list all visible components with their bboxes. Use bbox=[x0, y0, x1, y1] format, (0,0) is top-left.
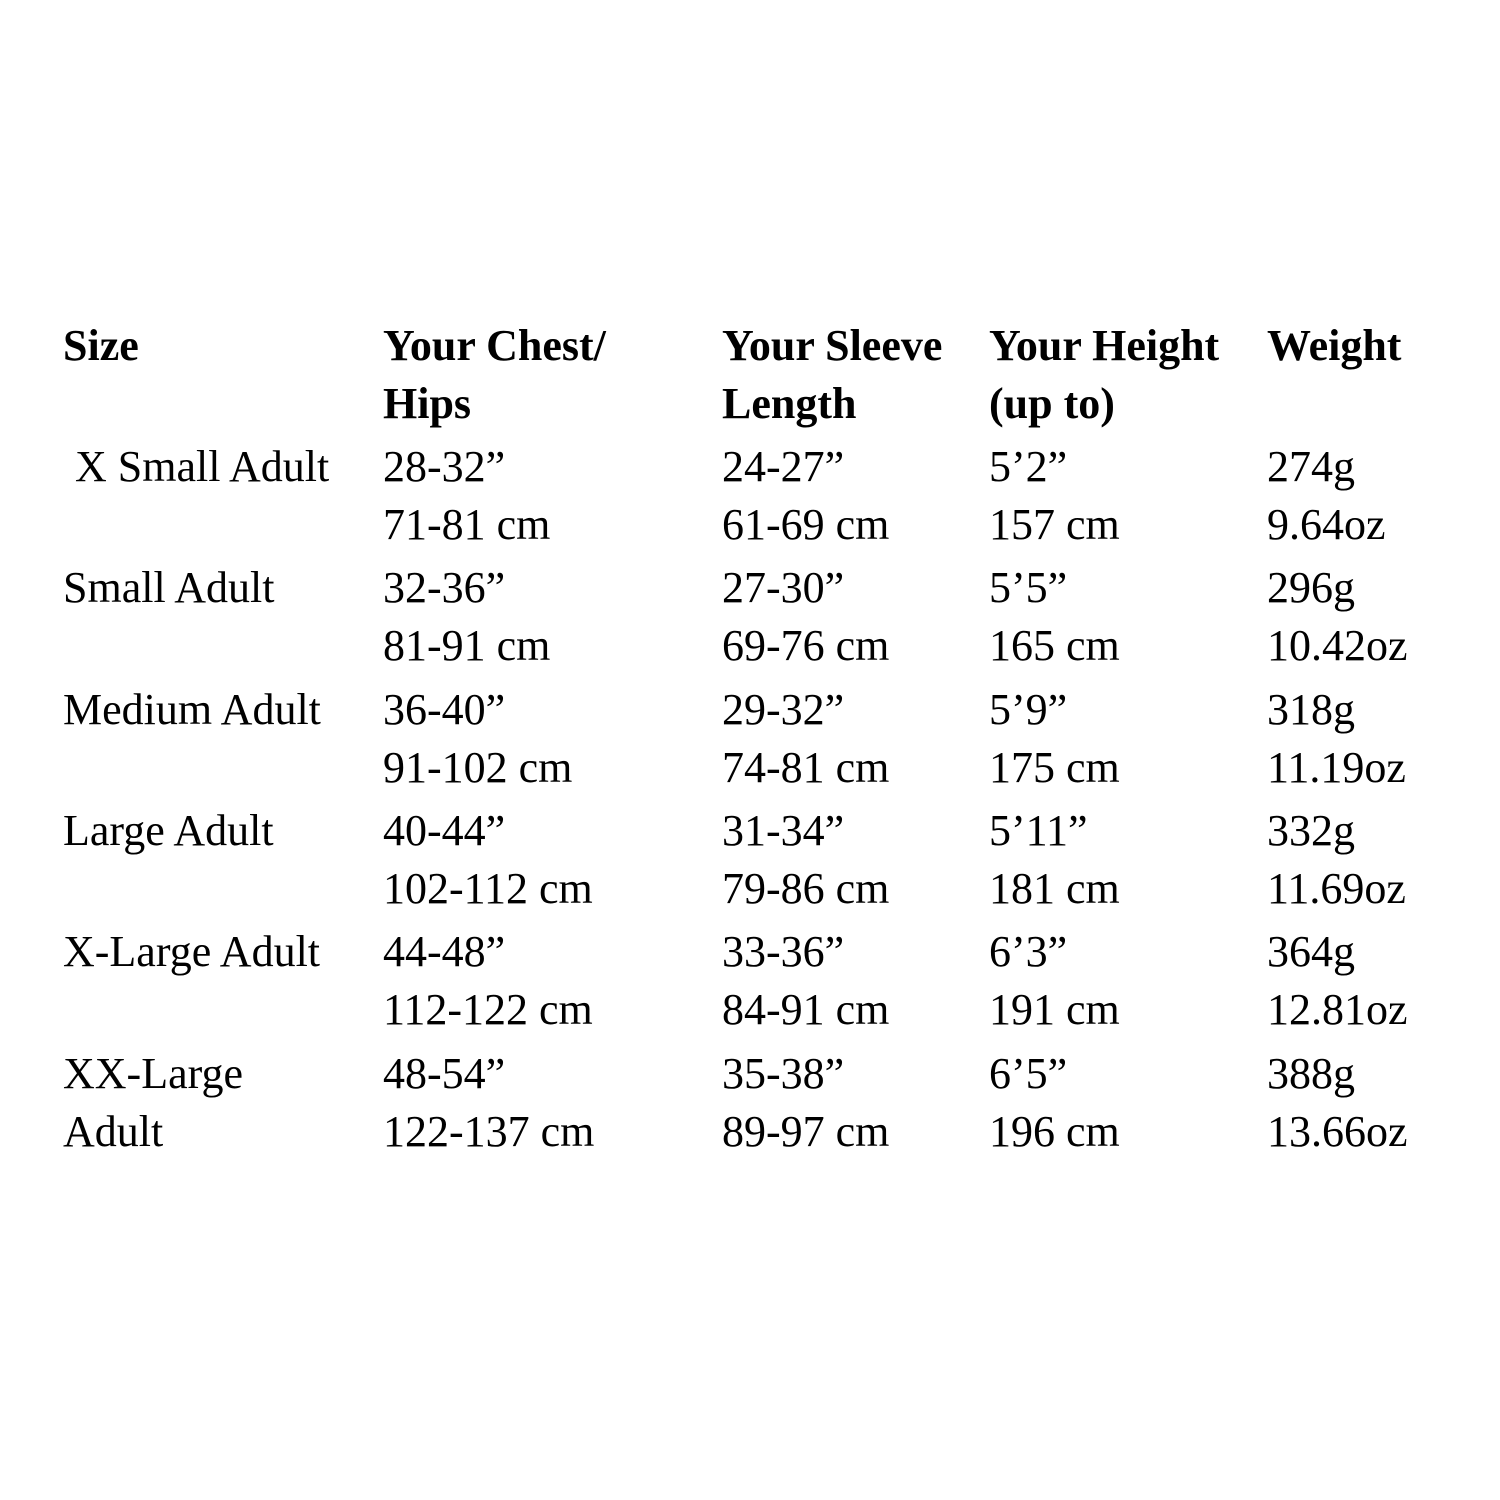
row-sleeve-inches: 31-34” bbox=[722, 806, 845, 855]
row-weight-ounces: 10.42oz bbox=[1267, 621, 1408, 670]
row-sleeve-inches: 35-38” bbox=[722, 1049, 845, 1098]
row-chest-inches: 40-44” bbox=[383, 806, 506, 855]
header-height-line1: Your Height bbox=[989, 321, 1220, 370]
header-sleeve-line2: Length bbox=[722, 379, 857, 428]
row-weight-ounces: 11.19oz bbox=[1267, 743, 1406, 792]
row-height-feet: 6’3” bbox=[989, 927, 1068, 976]
row-height-cm: 191 cm bbox=[989, 985, 1120, 1034]
row-weight-grams: 388g bbox=[1267, 1049, 1355, 1098]
row-sleeve-cm: 84-91 cm bbox=[722, 985, 890, 1034]
row-chest-cm: 112-122 cm bbox=[383, 985, 593, 1034]
header-size: Size bbox=[63, 321, 139, 370]
row-height-cm: 165 cm bbox=[989, 621, 1120, 670]
row-sleeve-inches: 33-36” bbox=[722, 927, 845, 976]
row-weight-ounces: 11.69oz bbox=[1267, 864, 1406, 913]
row-size-label: Small Adult bbox=[63, 563, 275, 612]
row-height-cm: 196 cm bbox=[989, 1107, 1120, 1156]
row-height-feet: 6’5” bbox=[989, 1049, 1068, 1098]
row-size-label: Medium Adult bbox=[63, 685, 321, 734]
row-weight-ounces: 13.66oz bbox=[1267, 1107, 1408, 1156]
row-weight-grams: 332g bbox=[1267, 806, 1355, 855]
row-weight-grams: 318g bbox=[1267, 685, 1355, 734]
row-weight-ounces: 9.64oz bbox=[1267, 500, 1386, 549]
row-chest-cm: 102-112 cm bbox=[383, 864, 593, 913]
row-height-cm: 175 cm bbox=[989, 743, 1120, 792]
row-weight-grams: 296g bbox=[1267, 563, 1355, 612]
row-height-feet: 5’9” bbox=[989, 685, 1068, 734]
row-size-label: Large Adult bbox=[63, 806, 274, 855]
row-height-cm: 181 cm bbox=[989, 864, 1120, 913]
header-sleeve-line1: Your Sleeve bbox=[722, 321, 943, 370]
row-weight-ounces: 12.81oz bbox=[1267, 985, 1408, 1034]
row-weight-grams: 274g bbox=[1267, 442, 1355, 491]
row-size-label: X Small Adult bbox=[75, 442, 330, 491]
row-sleeve-cm: 69-76 cm bbox=[722, 621, 890, 670]
header-weight: Weight bbox=[1267, 321, 1402, 370]
row-weight-grams: 364g bbox=[1267, 927, 1355, 976]
header-chest-line1: Your Chest/ bbox=[383, 321, 606, 370]
row-height-feet: 5’5” bbox=[989, 563, 1068, 612]
row-chest-cm: 122-137 cm bbox=[383, 1107, 595, 1156]
row-chest-cm: 71-81 cm bbox=[383, 500, 551, 549]
row-chest-cm: 81-91 cm bbox=[383, 621, 551, 670]
row-chest-inches: 32-36” bbox=[383, 563, 506, 612]
row-sleeve-cm: 89-97 cm bbox=[722, 1107, 890, 1156]
header-height-line2: (up to) bbox=[989, 379, 1115, 428]
header-chest-line2: Hips bbox=[383, 379, 472, 428]
row-chest-cm: 91-102 cm bbox=[383, 743, 573, 792]
row-sleeve-inches: 27-30” bbox=[722, 563, 845, 612]
row-sleeve-cm: 61-69 cm bbox=[722, 500, 890, 549]
row-chest-inches: 28-32” bbox=[383, 442, 506, 491]
row-height-feet: 5’11” bbox=[989, 806, 1088, 855]
row-chest-inches: 48-54” bbox=[383, 1049, 506, 1098]
row-chest-inches: 36-40” bbox=[383, 685, 506, 734]
row-sleeve-cm: 74-81 cm bbox=[722, 743, 890, 792]
row-sleeve-cm: 79-86 cm bbox=[722, 864, 890, 913]
row-chest-inches: 44-48” bbox=[383, 927, 506, 976]
row-sleeve-inches: 24-27” bbox=[722, 442, 845, 491]
row-sleeve-inches: 29-32” bbox=[722, 685, 845, 734]
row-size-label: XX-Large bbox=[63, 1049, 243, 1098]
row-height-feet: 5’2” bbox=[989, 442, 1068, 491]
row-size-label: X-Large Adult bbox=[63, 927, 321, 976]
row-height-cm: 157 cm bbox=[989, 500, 1120, 549]
row-size-label-line2: Adult bbox=[63, 1107, 164, 1156]
